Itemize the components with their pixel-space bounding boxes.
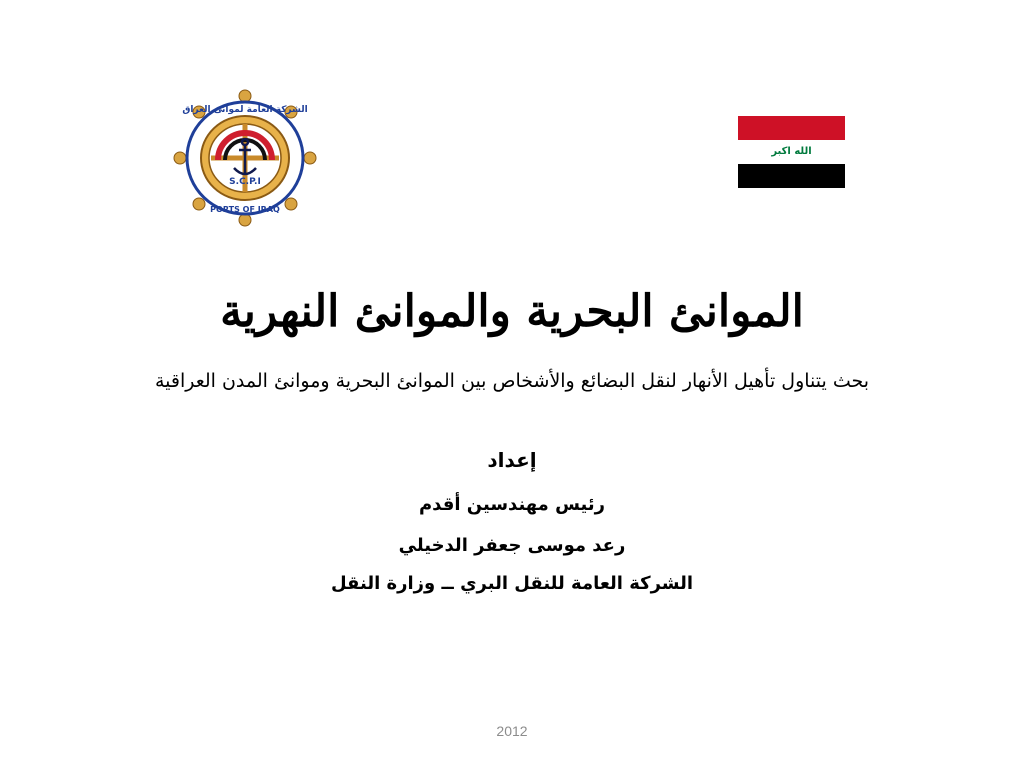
flag-white-band [738, 140, 845, 164]
ports-of-iraq-logo [170, 88, 320, 228]
ship-wheel-emblem [170, 88, 320, 228]
flag-takbir-text: الله اكبر [771, 146, 812, 157]
slide-year: 2012 [496, 723, 528, 739]
slide-subtitle: بحث يتناول تأهيل الأنهار لنقل البضائع والأشخاص بين الموانئ البحرية وموانئ المدن العراقية [154, 370, 870, 392]
flag-black-band [738, 164, 845, 188]
logo-english-ring-text: PORTS OF IRAQ [210, 205, 280, 214]
flag-red-band [738, 116, 845, 140]
author-title: رئيس مهندسين أقدم [418, 494, 605, 515]
slide-title: الموانئ البحرية والموانئ النهرية [220, 286, 804, 337]
iraq-flag [738, 116, 845, 188]
author-name: رعد موسى جعفر الدخيلي [398, 535, 626, 556]
prepared-by-label: إعداد [487, 448, 537, 472]
logo-arabic-ring-text: الشركة العامة لموانئ العراق [182, 105, 308, 115]
logo-center-text: S.C.P.I [229, 177, 261, 187]
author-organization: الشركة العامة للنقل البري ــ وزارة النقل [330, 573, 694, 594]
